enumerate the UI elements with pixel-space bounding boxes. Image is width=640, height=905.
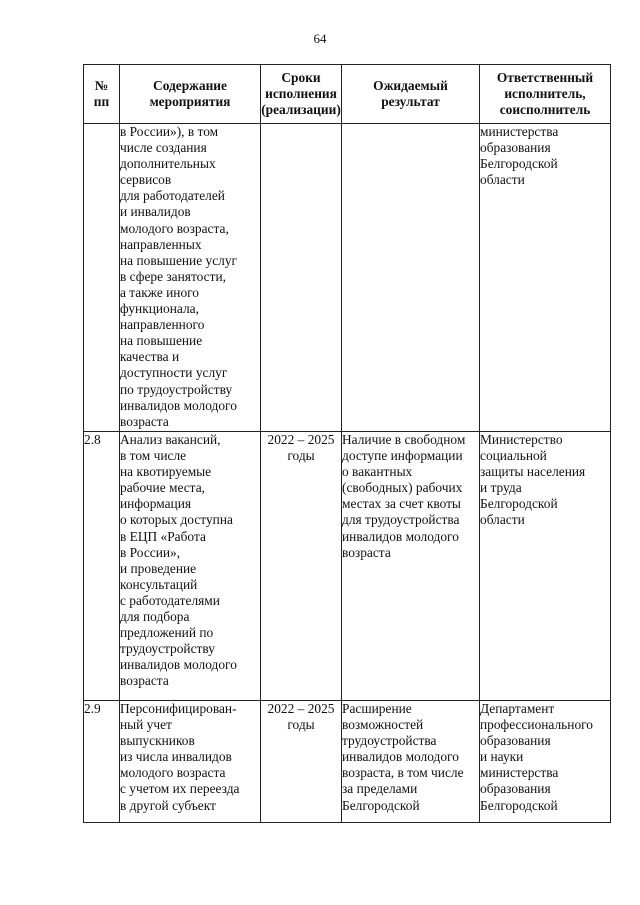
table-header-row [84, 65, 611, 124]
header-term: Сроки исполнения (реализации) [261, 65, 342, 124]
header-responsible: Ответственный исполнитель, соисполнитель [480, 65, 611, 124]
cell-result [342, 124, 480, 432]
action-plan-table [83, 64, 611, 823]
cell-number [84, 124, 120, 432]
header-result: Ожидаемый результат [342, 65, 480, 124]
page-number: 64 [313, 31, 327, 46]
header-number: № пп [84, 65, 120, 124]
table-row [84, 432, 611, 701]
cell-description: Персонифицирован- ный учет выпускников из числа инвалидов молодого возраста с учетом их переезда в другой субъект [120, 701, 261, 823]
cell-description: в России»), в том числе создания дополнительных сервисов для работодателей и инвалидов молодого возраста, направленных на повышение услуг в сфере занятости, а также иного функционала, направленного на повышение качества и доступности услуг по трудоустройству инвалидов молодого возраста [120, 124, 261, 432]
table-row [84, 124, 611, 432]
cell-responsible: Департамент профессионального образования и науки министерства образования Белгородской [480, 701, 611, 823]
table-row [84, 701, 611, 823]
cell-responsible: Министерство социальной защиты населения и труда Белгородской области [480, 432, 611, 701]
cell-responsible: министерства образования Белгородской области [480, 124, 611, 432]
header-description: Содержание мероприятия [120, 65, 261, 124]
cell-number: 2.8 [84, 432, 120, 701]
cell-term: 2022 – 2025 годы [261, 432, 342, 701]
cell-number: 2.9 [84, 701, 120, 823]
cell-description: Анализ вакансий, в том числе на квотируемые рабочие места, информация о которых доступна в ЕЦП «Работа в России», и проведение консультаций с работодателями для подбора предложений по трудоустройству инвалидов молодого возраста [120, 432, 261, 701]
cell-result: Наличие в свободном доступе информации о вакантных (свободных) рабочих местах за счет квоты для трудоустройства инвалидов молодого возраста [342, 432, 480, 701]
cell-result: Расширение возможностей трудоустройства инвалидов молодого возраста, в том числе за пределами Белгородской [342, 701, 480, 823]
cell-term [261, 124, 342, 432]
cell-term: 2022 – 2025 годы [261, 701, 342, 823]
